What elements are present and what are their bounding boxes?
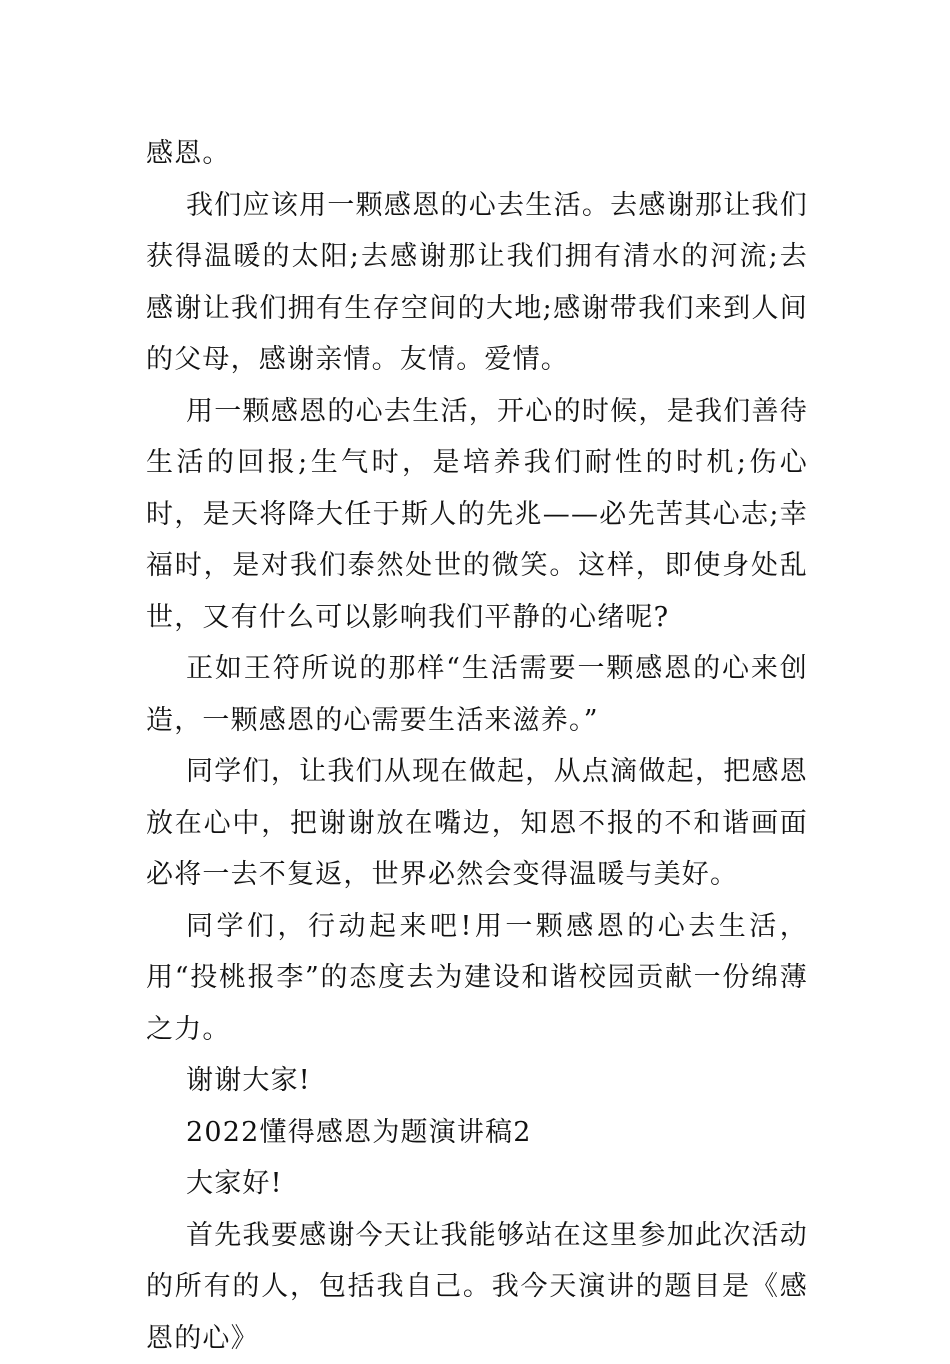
paragraph-greeting: 大家好! (146, 1158, 808, 1210)
paragraph-start-now: 同学们，让我们从现在做起，从点滴做起，把感恩放在心中，把谢谢放在嘴边，知恩不报的不和谐画面必将一去不复返，世界必然会变得温暖与美好。 (146, 746, 808, 901)
document-body (146, 128, 808, 1364)
paragraph-grateful-heart: 用一颗感恩的心去生活，开心的时候，是我们善待生活的回报;生气时，是培养我们耐性的时机;伤心时，是天将降大任于斯人的先兆——必先苦其心志;幸福时，是对我们泰然处世的微笑。这样，即使身处乱世，又有什么可以影响我们平静的心绪呢? (146, 386, 808, 644)
paragraph-live-gratefully: 我们应该用一颗感恩的心去生活。去感谢那让我们获得温暖的太阳;去感谢那让我们拥有清水的河流;去感谢让我们拥有生存空间的大地;感谢带我们来到人间的父母，感谢亲情。友情。爱情。 (146, 180, 808, 386)
paragraph-continuation: 感恩。 (146, 128, 808, 180)
paragraph-take-action: 同学们，行动起来吧!用一颗感恩的心去生活，用“投桃报李”的态度去为建设和谐校园贡献一份绵薄之力。 (146, 901, 808, 1056)
paragraph-opening: 首先我要感谢今天让我能够站在这里参加此次活动的所有的人，包括我自己。我今天演讲的题目是《感恩的心》 (146, 1210, 808, 1364)
paragraph-thanks: 谢谢大家! (146, 1055, 808, 1107)
section-heading: 2022懂得感恩为题演讲稿2 (146, 1107, 808, 1159)
paragraph-wang-fu-quote: 正如王符所说的那样“生活需要一颗感恩的心来创造，一颗感恩的心需要生活来滋养。” (146, 643, 808, 746)
